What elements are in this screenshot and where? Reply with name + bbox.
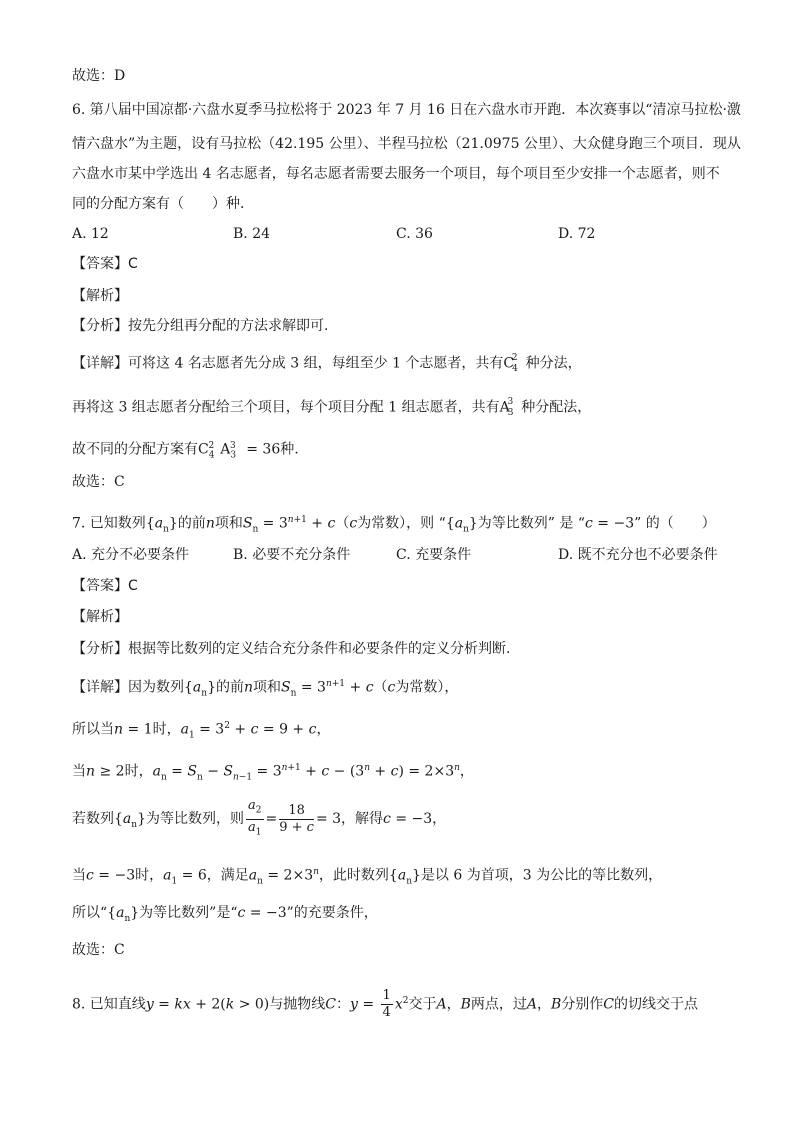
q7-detail-line3: 当n ≥ 2时，$a_n = S_n - S_{n-1} = 3^{n+1} + c - (3^n + c) = 2\times 3^n$，: [72, 763, 474, 783]
q7-d1-d: （: [373, 679, 388, 696]
q7-d5-c: ，满足: [206, 867, 249, 884]
q7-option-b: B. 必要不充分条件: [233, 547, 351, 563]
q7-option-a: A. 充分不必要条件: [72, 547, 190, 563]
q6-detail2-text-b: 种分配法，: [521, 399, 592, 416]
q7-d1-b: 的前: [216, 679, 244, 696]
q6-stem-line2: 情六盘水”为主题，设有马拉松（42.195 公里）、半程马拉松（21.0975 公里）、大众健身跑三个项目．现从: [72, 136, 741, 152]
q6-detail-line3: 故不同的分配方案有$C_4^2$ $A_3^3 = 36$种.: [72, 441, 299, 461]
q7-analysis-heading: 【解析】: [72, 609, 128, 625]
q7-d1-c: 项和: [253, 679, 282, 696]
q7-stem-e: 为常数），则 “: [357, 515, 446, 532]
q6-detail3-text: 故不同的分配方案有: [72, 441, 198, 458]
q8-g: 分别作: [561, 996, 604, 1013]
q7-d2-b: 时，: [152, 721, 181, 738]
q6-option-c: C. 36: [396, 226, 433, 242]
q6-option-b: B. 24: [233, 226, 271, 242]
q8-d: ，: [446, 996, 461, 1013]
q7-d5-d: ，此时数列: [318, 867, 389, 884]
q8-f: ，: [537, 996, 551, 1013]
q6-fenxi: 【分析】按先分组再分配的方法求解即可.: [72, 318, 329, 334]
q7-d5-e: 是以 6 为首项，3 为公比的等比数列，: [420, 867, 663, 884]
q6-detail2-text: 再将这 3 组志愿者分配给三个项目，每个项目分配 1 组志愿者，共有: [72, 399, 500, 416]
q7-detail-line1: 【详解】因为数列$\{a_n\}$的前n项和$S_n = 3^{n+1} + c(c$为常数），: [72, 679, 459, 699]
q7-fraction-18: $\frac{18}{9 + c}$: [279, 802, 314, 835]
q6-analysis-heading: 【解析】: [72, 288, 128, 304]
q7-d1-e: 为常数），: [395, 679, 459, 696]
q7-stem-a: 7. 已知数列: [72, 515, 146, 532]
q6-detail3-text-b: 种.: [280, 441, 299, 458]
q7-d2-a: 所以当: [72, 721, 114, 738]
q8-a: 8. 已知直线: [72, 996, 146, 1013]
q7-answer: 【答案】C: [72, 578, 138, 594]
q6-stem-line4: 同的分配方案有（ ）种．: [72, 196, 254, 212]
q7-d1-a: 【详解】因为数列: [72, 679, 184, 696]
q8-h: 的切线交于点: [614, 996, 699, 1013]
q7-detail-line2: 所以当n = 1时，$a_1 = 3^2 + c = 9 + c$，: [72, 721, 331, 741]
q7-stem-b: 的前: [177, 515, 206, 532]
q7-detail-line6: 所以“$\{a_n\}$为等比数列”是“c = −3”的充要条件，: [72, 905, 378, 924]
q6-option-d: D. 72: [558, 226, 596, 242]
q8-fraction-quarter: $\frac{1}{4}$: [382, 988, 391, 1021]
q6-answer: 【答案】C: [72, 256, 138, 272]
q8-c: 交于: [408, 996, 437, 1013]
q6-stem-line3: 六盘水市某中学选出 4 名志愿者，每名志愿者需要去服务一个项目，每个项目至少安排一个志愿者，则不: [72, 166, 720, 182]
q7-option-c: C. 充要条件: [396, 547, 472, 563]
q6-detail-line2: 再将这 3 组志愿者分配给三个项目，每个项目分配 1 组志愿者，共有$A_3^3$ 种分配法，: [72, 397, 592, 419]
q7-d5-b: 时，: [135, 867, 164, 884]
q7-stem-c: 项和: [214, 515, 243, 532]
q8-e: 两点，过: [470, 996, 527, 1013]
q7-fraction-a2-a1: $\frac{a_2}{a_1}$: [248, 798, 262, 838]
q7-option-d: D. 既不充分也不必要条件: [558, 547, 718, 563]
q7-d4-b: 为等比数列，则: [146, 811, 244, 828]
q7-stem: 7. 已知数列$\{a_n\}$的前n项和$S_n = 3^{n+1} + c(c$为常数），则 “$\{a_n\}$为等比数列” 是 “c = −3” 的（ ）: [72, 515, 716, 535]
q6-detail1-text-b: 种分法，: [525, 355, 582, 372]
q6-option-a: A. 12: [72, 226, 109, 242]
q7-stem-d: （: [335, 515, 350, 532]
q7-d6-b: 为等比数列”是“: [139, 905, 238, 921]
q7-stem-f: 为等比数列” 是 “: [477, 515, 586, 532]
q6-conclusion: 故选：C: [72, 474, 125, 490]
q7-d3-a: 当: [72, 763, 86, 780]
q7-conclusion: 故选：C: [72, 942, 125, 958]
q7-detail-line4: 若数列$\{a_n\}$为等比数列，则 $\frac{a_2}{a_1}$ = $\frac{18}{9 + c}$ = 3，解得c = −3，: [72, 798, 446, 843]
q7-d4-c: ，解得: [341, 811, 384, 828]
q7-d5-a: 当: [72, 867, 86, 884]
q6-detail1-text: 【详解】可将这 4 名志愿者先分成 3 组，每组至少 1 个志愿者，共有: [72, 355, 504, 372]
q7-detail-line5: 当c = −3时，$a_1 = 6$，满足$a_n = 2\times 3^n$，此时数列$\{a_n\}$是以 6 为首项，3 为公比的等比数列，: [72, 867, 663, 887]
q8-stem: 8. 已知直线y = kx + 2(k > 0)与抛物线C：y = $\frac{1}{4}$ $x^2$交于A，B两点，过A，B分别作C的切线交于点: [72, 988, 699, 1021]
q6-stem-line1: 6. 第八届中国凉都·六盘水夏季马拉松将于 2023 年 7 月 16 日在六盘水市开跑．本次赛事以“清凉马拉松·激: [72, 102, 741, 118]
q7-d6-a: 所以“: [72, 905, 108, 921]
q5-conclusion: 故选：D: [72, 68, 126, 84]
q7-d6-c: ”的充要条件，: [286, 905, 378, 921]
q6-detail-line1: 【详解】可将这 4 名志愿者先分成 3 组，每组至少 1 个志愿者，共有$C_4^2$ 种分法，: [72, 353, 582, 375]
q7-fenxi: 【分析】根据等比数列的定义结合充分条件和必要条件的定义分析判断.: [72, 641, 511, 657]
q7-d4-a: 若数列: [72, 811, 114, 828]
q7-d3-b: 时，: [124, 763, 153, 780]
q8-b: 与抛物线: [269, 996, 326, 1013]
q7-stem-g: ” 的（ ）: [634, 515, 716, 532]
